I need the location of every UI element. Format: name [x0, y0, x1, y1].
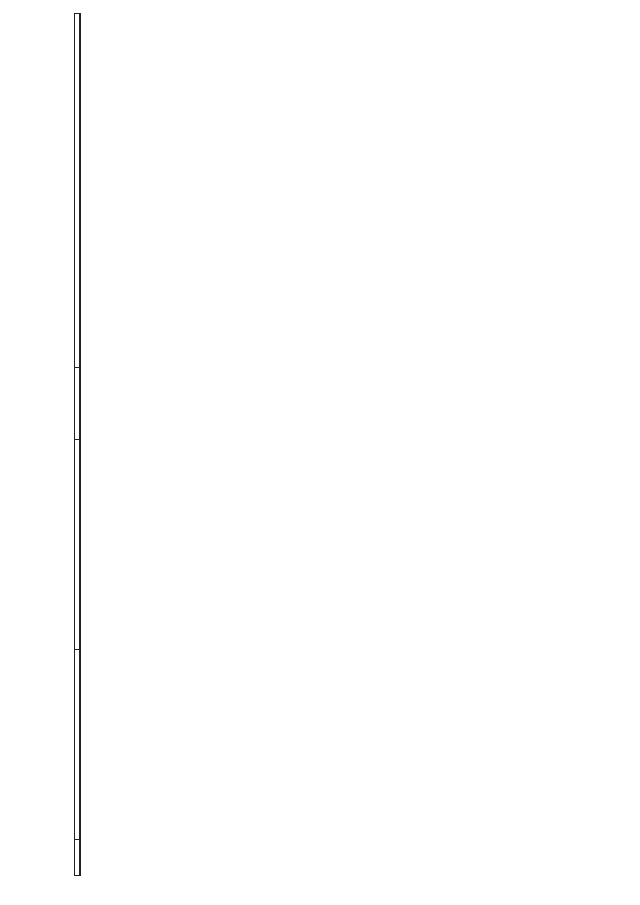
column-number-4 — [80, 368, 81, 440]
content-table — [74, 13, 81, 876]
column-number-3 — [80, 440, 81, 650]
rotated-content — [74, 14, 560, 876]
column-number-1 — [80, 840, 81, 876]
column-index-row — [80, 14, 81, 876]
column-number-2 — [80, 650, 81, 840]
column-number-5 — [80, 14, 81, 368]
